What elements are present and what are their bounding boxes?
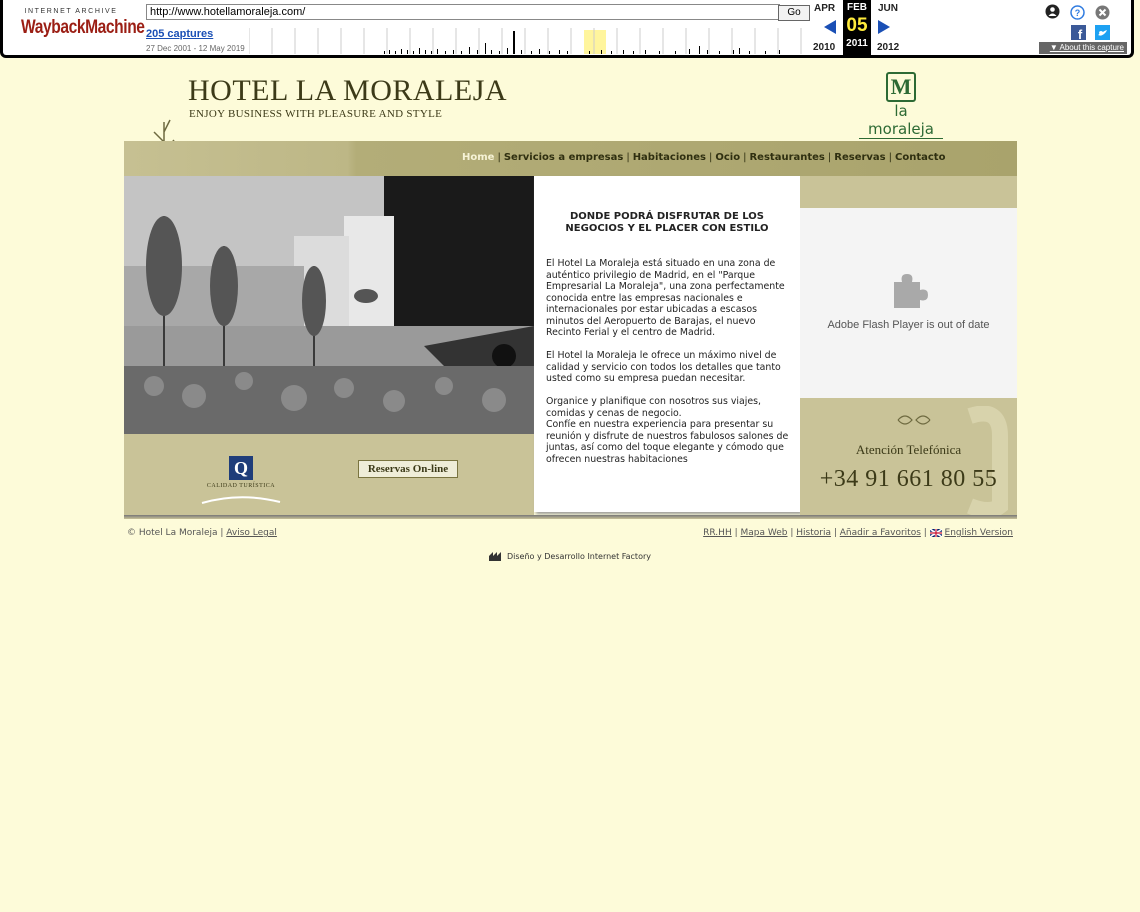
about-capture-link[interactable] <box>1039 42 1127 54</box>
nav-item-contacto[interactable]: Contacto <box>895 152 946 163</box>
design-credit[interactable] <box>489 552 651 561</box>
current-capture-date <box>843 0 871 56</box>
content-paragraph: Confíe en nuestra experiencia para presentar su reunión y disfrute de nuestros fabulosos salones de juntas, así como del toque elegante y cómodo que ofrecen nuestras habitaciones <box>546 419 789 465</box>
nav-separator: | <box>743 152 747 163</box>
go-button[interactable]: Go <box>778 5 810 21</box>
nav-item-habitaciones[interactable]: Habitaciones <box>632 152 706 163</box>
twitter-icon[interactable] <box>1095 25 1110 40</box>
current-month-label: FEB <box>847 2 867 13</box>
quality-logo[interactable] <box>200 456 282 504</box>
about-capture-label: About this capture <box>1059 43 1124 52</box>
plugin-puzzle-icon <box>888 268 930 310</box>
next-capture-arrow-icon[interactable] <box>878 20 890 34</box>
capture-sparkline[interactable] <box>249 26 809 54</box>
quality-q-icon: Q <box>229 456 253 480</box>
capture-date-range: 27 Dec 2001 - 12 May 2019 <box>146 44 245 53</box>
current-year-highlight <box>584 30 606 54</box>
nav-separator: | <box>827 152 832 163</box>
prev-capture-arrow-icon[interactable] <box>824 20 836 34</box>
nav-separator: | <box>497 152 501 163</box>
wayback-logo-main: WaybackMachine <box>21 17 145 38</box>
svg-text:?: ? <box>1074 8 1081 18</box>
content-paragraph: El Hotel La Moraleja está situado en una zona de auténtico privilegio de Madrid, en el "Parque Empresarial La Moraleja", una zona perfectamente conocida entre las empresas nacionales e internacionales por estar ubicadas a escasos minutos del Aeropuerto de Barajas, el nuevo Recinto Ferial y el centro de Madrid. <box>546 258 785 338</box>
quality-swoosh-icon <box>200 494 282 504</box>
hotel-title: HOTEL LA MORALEJA <box>188 74 508 107</box>
current-day-label: 05 <box>846 15 868 36</box>
nav-item-home[interactable]: Home <box>462 152 495 163</box>
footer-link-mapa-web[interactable]: Mapa Web <box>740 528 788 538</box>
nav-item-restaurantes[interactable]: Restaurantes <box>749 152 825 163</box>
nav-separator: | <box>888 152 893 163</box>
main-navigation <box>124 141 1017 176</box>
content-title: DONDE PODRÁ DISFRUTAR DE LOS NEGOCIOS Y EL PLACER CON ESTILO <box>565 211 769 234</box>
account-icon[interactable] <box>1045 4 1060 19</box>
brand-monogram: M <box>886 72 916 102</box>
phone-number[interactable]: +34 91 661 80 55 <box>819 466 998 492</box>
nav-item-ocio[interactable]: Ocio <box>715 152 741 163</box>
next-year-label[interactable]: 2012 <box>877 42 900 53</box>
hotel-subtitle: ENJOY BUSINESS WITH PLEASURE AND STYLE <box>189 108 443 120</box>
design-credit-label: Diseño y Desarrollo Internet Factory <box>507 552 651 561</box>
flash-placeholder[interactable] <box>800 208 1017 398</box>
content-paragraph: Organice y planifique con nosotros sus viajes, comidas y cenas de negocio. <box>546 396 761 419</box>
nav-separator: | <box>709 152 713 163</box>
wayback-logo-top: INTERNET ARCHIVE <box>24 8 118 15</box>
close-icon[interactable] <box>1095 5 1110 20</box>
content-panel <box>534 176 800 512</box>
help-icon[interactable] <box>1070 5 1085 20</box>
footer-link-favoritos[interactable]: Añadir a Favoritos <box>839 528 921 538</box>
capture-bars <box>384 31 780 54</box>
caret-down-icon: ▼ <box>1049 43 1060 52</box>
left-footer-panel <box>124 434 534 516</box>
nav-item-reservas[interactable]: Reservas <box>834 152 886 163</box>
brand-name: la moraleja <box>859 102 943 139</box>
content-paragraph: El Hotel la Moraleja le ofrece un máximo nivel de calidad y servicio con todos los detalles que tanto usted como su empresa puedan necesitar. <box>546 350 781 384</box>
prev-year-label[interactable]: 2010 <box>813 42 836 53</box>
brand-logo[interactable] <box>859 72 943 138</box>
nav-item-servicios[interactable]: Servicios a empresas <box>503 152 624 163</box>
wayback-logo[interactable] <box>21 8 145 48</box>
ornament-icon <box>896 412 932 428</box>
atencion-telefonica-label: Atención Telefónica <box>855 442 962 457</box>
hotel-photo <box>124 176 534 434</box>
svg-text:f: f <box>1077 27 1083 40</box>
footer-link-historia[interactable]: Historia <box>796 528 831 538</box>
footer-links: RR.HH | Mapa Web | Historia | Añadir a Favoritos | English Version <box>703 528 1013 538</box>
aviso-legal-link[interactable]: Aviso Legal <box>226 528 277 538</box>
factory-icon <box>489 552 503 561</box>
url-input[interactable]: http://www.hotellamoraleja.com/ <box>146 4 780 20</box>
hotel-building-image <box>124 176 534 434</box>
year-dividers <box>249 28 801 54</box>
right-column <box>800 176 1017 516</box>
quality-label: CALIDAD TURÍSTICA <box>206 483 276 489</box>
facebook-icon[interactable] <box>1071 25 1086 40</box>
decorative-letter-icon <box>960 406 1017 516</box>
nav-separator: | <box>626 152 630 163</box>
nav-links <box>462 152 945 163</box>
next-month-label[interactable]: JUN <box>878 3 899 14</box>
prev-month-label[interactable]: APR <box>814 3 836 14</box>
footer-link-rrhh[interactable]: RR.HH <box>703 528 732 538</box>
flash-message: Adobe Flash Player is out of date <box>827 319 990 331</box>
uk-flag-icon <box>930 529 942 537</box>
footer-copyright: © Hotel La Moraleja | <box>127 528 224 538</box>
current-year-label: 2011 <box>846 38 868 49</box>
footer-link-english[interactable]: English Version <box>944 528 1013 538</box>
reservas-online-button[interactable]: Reservas On-line <box>358 460 458 478</box>
captures-link[interactable]: 205 captures <box>146 28 214 40</box>
wayback-toolbar <box>0 0 1134 58</box>
footer-left <box>127 528 277 538</box>
footer-divider <box>124 515 1017 519</box>
content-body <box>546 258 790 477</box>
